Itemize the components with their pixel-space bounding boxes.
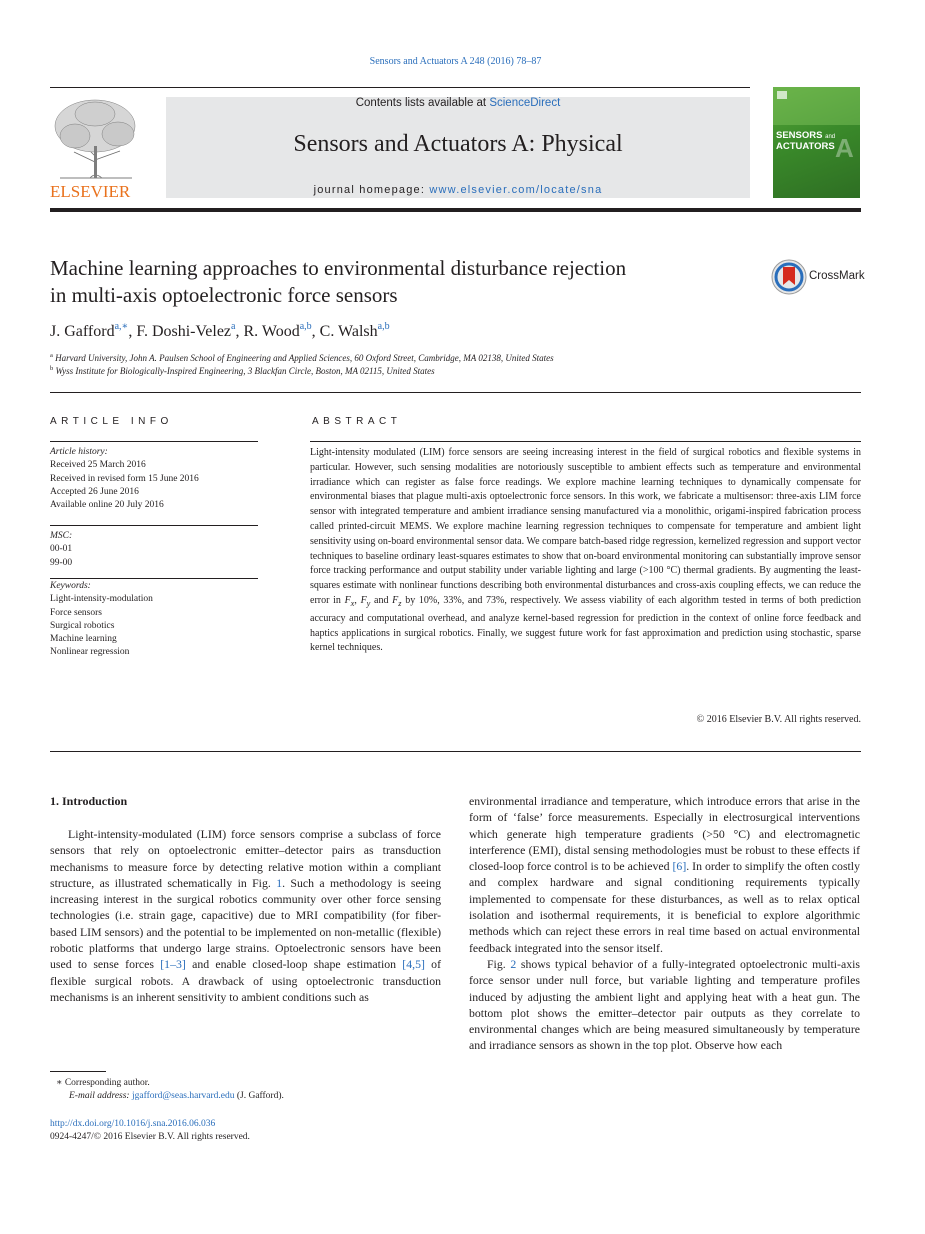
force-z-sub: z (398, 598, 402, 608)
issn-line: 0924-4247/© 2016 Elsevier B.V. All rights reserved. (50, 1132, 250, 1142)
keywords-label: Keywords: (50, 581, 91, 591)
article-info-heading: ARTICLE INFO (50, 416, 173, 427)
msc-codes (50, 530, 72, 570)
abstract-bottom-rule (50, 751, 861, 752)
crossmark-icon (771, 259, 807, 295)
keyword-item: Force sensors (50, 607, 102, 618)
history-item: Available online 20 July 2016 (50, 500, 164, 511)
author-name: J. Gafford (50, 323, 115, 340)
citation-link[interactable]: [6] (672, 859, 687, 874)
history-item: Received in revised form 15 June 2016 (50, 473, 199, 484)
citation-link[interactable]: [1–3] (160, 957, 186, 972)
cover-title-and: and (825, 134, 836, 140)
body-text: . Such a methodology is seeing increasing interest in the surgical robotics community over other force sensing technologies (i.e. strain gage, capacitive) due to MRI compatibility (for fiber-based LIM sensors) and the potential to be implemented on non-metallic (flexible) robotic platforms that undergo large strains. Optoelectronic sensors have been used to sense forces (50, 875, 441, 972)
affiliation-sup: a (50, 352, 53, 359)
abstract-heading: ABSTRACT (312, 416, 402, 427)
body-text: . In order to simplify the often costly and complex hardware and signal conditioning requirements typically implemented to compensate for these disturbances, as well as to relax optical isolation and isothermal requirements, it is beneficial to explore algorithmic methods which can reject these errors in real time based on actual environmental feedback integrated into the sensor itself. (469, 859, 860, 955)
citation-link[interactable]: [4,5] (402, 957, 425, 972)
affiliation-sup: b (50, 365, 54, 372)
force-x-sub: x (350, 598, 355, 608)
force-y-sub: y (366, 598, 371, 608)
journal-reference-link[interactable]: Sensors and Actuators A 248 (2016) 78–87 (369, 56, 542, 67)
abstract-sep: and (370, 594, 393, 606)
article-title (50, 255, 755, 309)
author-affil-sup[interactable]: a,b (377, 321, 390, 332)
article-info-rule (50, 441, 258, 442)
crossmark-badge[interactable] (771, 259, 866, 295)
body-text: environmental irradiance and temperature, which introduce errors that arise in the form of ‘false’ force measurements. Especially in electrosurgical interventions which generate high temperature gradients (>50 °C) and electromagnetic interference (EMI), distal sensing methodologies must be robust to these effects if closed-loop force control is to be achieved (469, 794, 860, 874)
cover-title (776, 131, 835, 152)
header-thick-rule (50, 208, 861, 212)
affiliation-text: Harvard University, John A. Paulsen School of Engineering and Applied Sciences, 60 Oxford Street, Cambridge, MA 02138, United States (55, 353, 554, 363)
author-affil-sup[interactable]: a,b (299, 321, 312, 332)
cover-letter: A (835, 133, 854, 163)
history-label: Article history: (50, 447, 108, 457)
journal-header-box (166, 97, 750, 198)
body-paragraph (50, 826, 441, 1005)
keyword-item: Light-intensity-modulation (50, 594, 153, 605)
footnote-rule (50, 1071, 106, 1072)
body-text: Light-intensity-modulated (LIM) force sensors comprise a subclass of force sensors that rely on optoelectronic emitter–detector pairs as transduction mechanisms to measure force by detecting relative motion within a compliant structure, as illustrated schematically in Fig. (50, 827, 441, 890)
abstract-rule (310, 441, 861, 442)
header-top-rule (50, 87, 750, 88)
journal-cover-thumbnail[interactable] (773, 87, 860, 198)
author-name: F. Doshi-Velez (136, 323, 232, 340)
email-suffix: (J. Gafford). (234, 1091, 284, 1101)
abstract-text (310, 446, 861, 656)
force-y-symbol: F (360, 594, 367, 606)
journal-homepage-line (166, 184, 750, 196)
keyword-item: Surgical robotics (50, 620, 115, 631)
body-column-left (50, 826, 441, 1005)
body-paragraph (469, 793, 860, 956)
elsevier-tree-icon (50, 96, 145, 200)
contents-prefix: Contents lists available at (355, 97, 490, 109)
affiliation-b (50, 365, 435, 376)
elsevier-logo (50, 96, 145, 200)
msc-item: 99-00 (50, 557, 73, 568)
body-paragraph (469, 956, 860, 1054)
homepage-link[interactable]: www.elsevier.com/locate/sna (429, 184, 603, 196)
crossmark-label: CrossMark (809, 270, 865, 282)
msc-item: 00-01 (50, 544, 73, 555)
cover-title-line2: ACTUATORS (776, 141, 835, 152)
article-info-rule (50, 578, 258, 579)
journal-title: Sensors and Actuators A: Physical (293, 131, 623, 157)
body-text: and enable closed-loop shape estimation (185, 957, 403, 972)
figure-link[interactable]: 1 (276, 875, 283, 890)
email-label: E-mail address: (69, 1091, 132, 1101)
msc-label: MSC: (50, 531, 73, 541)
author-affil-sup[interactable]: a,∗ (114, 321, 129, 332)
history-item: Accepted 26 June 2016 (50, 486, 139, 497)
article-info-rule (50, 525, 258, 526)
keyword-item: Nonlinear regression (50, 647, 130, 658)
abstract-copyright: © 2016 Elsevier B.V. All rights reserved. (696, 714, 861, 725)
history-item: Received 25 March 2016 (50, 460, 146, 471)
abstract-part1: Light-intensity modulated (LIM) force sensors are seeing increasing interest in the field of surgical robotics and flexible systems in particular. However, such sensing modalities are notoriously susceptible to ambient effects such as temperature and environmental irradiance which can register as false force readings. We explore machine learning techniques to dynamically compensate for environmental biases that plague multi-axis optoelectronic force sensors. In this work, we fabricate a multisensor: three-axis LIM force sensor with integrated temperature and ambient irradiance sensing manufactured via a monolithic, origami-inspired fabrication process called printed-circuit MEMS. We explore machine learning regression techniques to compensate for temperature and ambient light sensitivity using on-board environmental sensor data. We compare batch-based ridge regression, kernelized regression and support vector techniques to baseline ordinary least-squares estimates to show that on-board environmental monitoring can substantially improve sensor force tracking performance and output stability under variable lighting and large (>100 °C) thermal gradients. By augmenting the least-squares estimate with nonlinear functions describing both environmental disturbances and cross-axis coupling effects, we can reduce the error in (310, 447, 861, 606)
affiliation-rule (50, 392, 861, 393)
article-history (50, 446, 199, 512)
figure-link[interactable]: 2 (510, 956, 517, 971)
article-title-line1: Machine learning approaches to environmental disturbance rejection (50, 256, 627, 280)
cover-title-line1: SENSORS (776, 130, 823, 141)
email-link[interactable]: jgafford@seas.harvard.edu (131, 1091, 235, 1101)
author-affil-sup[interactable]: a (231, 321, 236, 332)
author-name: R. Wood (243, 323, 300, 340)
body-text: Fig. (487, 956, 511, 971)
affiliation-text: Wyss Institute for Biologically-Inspired Engineering, 3 Blackfan Circle, Boston, MA 02115, United States (55, 366, 435, 376)
force-z-symbol: F (392, 594, 399, 606)
article-title-line2: in multi-axis optoelectronic force sensors (50, 283, 398, 307)
affiliation-a (50, 352, 554, 363)
corresponding-author-note: ∗ Corresponding author. (56, 1078, 150, 1088)
keywords (50, 580, 153, 660)
email-note (69, 1091, 284, 1101)
force-x-symbol: F (344, 594, 351, 606)
author-name: C. Walsh (319, 323, 378, 340)
contents-line (166, 97, 750, 109)
keyword-item: Machine learning (50, 634, 117, 645)
author-list: J. Gafford$^{a,∗}$, F. Doshi-Velez$^a$, R. Wood$^{a,b}$, C. Walsh$^{a,b}$ (50, 321, 390, 340)
section-heading-introduction: 1. Introduction (50, 794, 128, 808)
sciencedirect-link[interactable]: ScienceDirect (489, 97, 561, 109)
body-text: shows typical behavior of a fully-integrated optoelectronic multi-axis force sensor under null force, but variable lighting and temperature profiles induced by adjusting the ambient light and applying heat with a heat gun. The bottom plot shows the emitter–detector pair outputs as they correlate to environmental changes which are being measured simultaneously by temperature and irradiance sensors as shown in the top plot. Observe how each (469, 956, 860, 1053)
elsevier-wordmark: ELSEVIER (50, 182, 131, 200)
body-column-right (469, 793, 860, 1054)
homepage-prefix: journal homepage: (313, 184, 430, 196)
abstract-part2: by 10%, 33%, and 73%, respectively. We assess viability of each algorithm tested in terms of both prediction accuracy and computational overhead, and analyze kernel-based regression for prediction in the context of online force feedback and haptics applications in surgical robotics. Finally, we suggest future work for fast approximation and prediction using stochastic, sparse kernel techniques. (310, 594, 861, 654)
doi-link[interactable]: http://dx.doi.org/10.1016/j.sna.2016.06.036 (50, 1119, 216, 1129)
body-text: of flexible surgical robots. A drawback of using optoelectronic transduction mechanisms is an inherent sensitivity to ambient conditions such as (50, 957, 442, 1004)
abstract-sep: , (354, 594, 361, 606)
